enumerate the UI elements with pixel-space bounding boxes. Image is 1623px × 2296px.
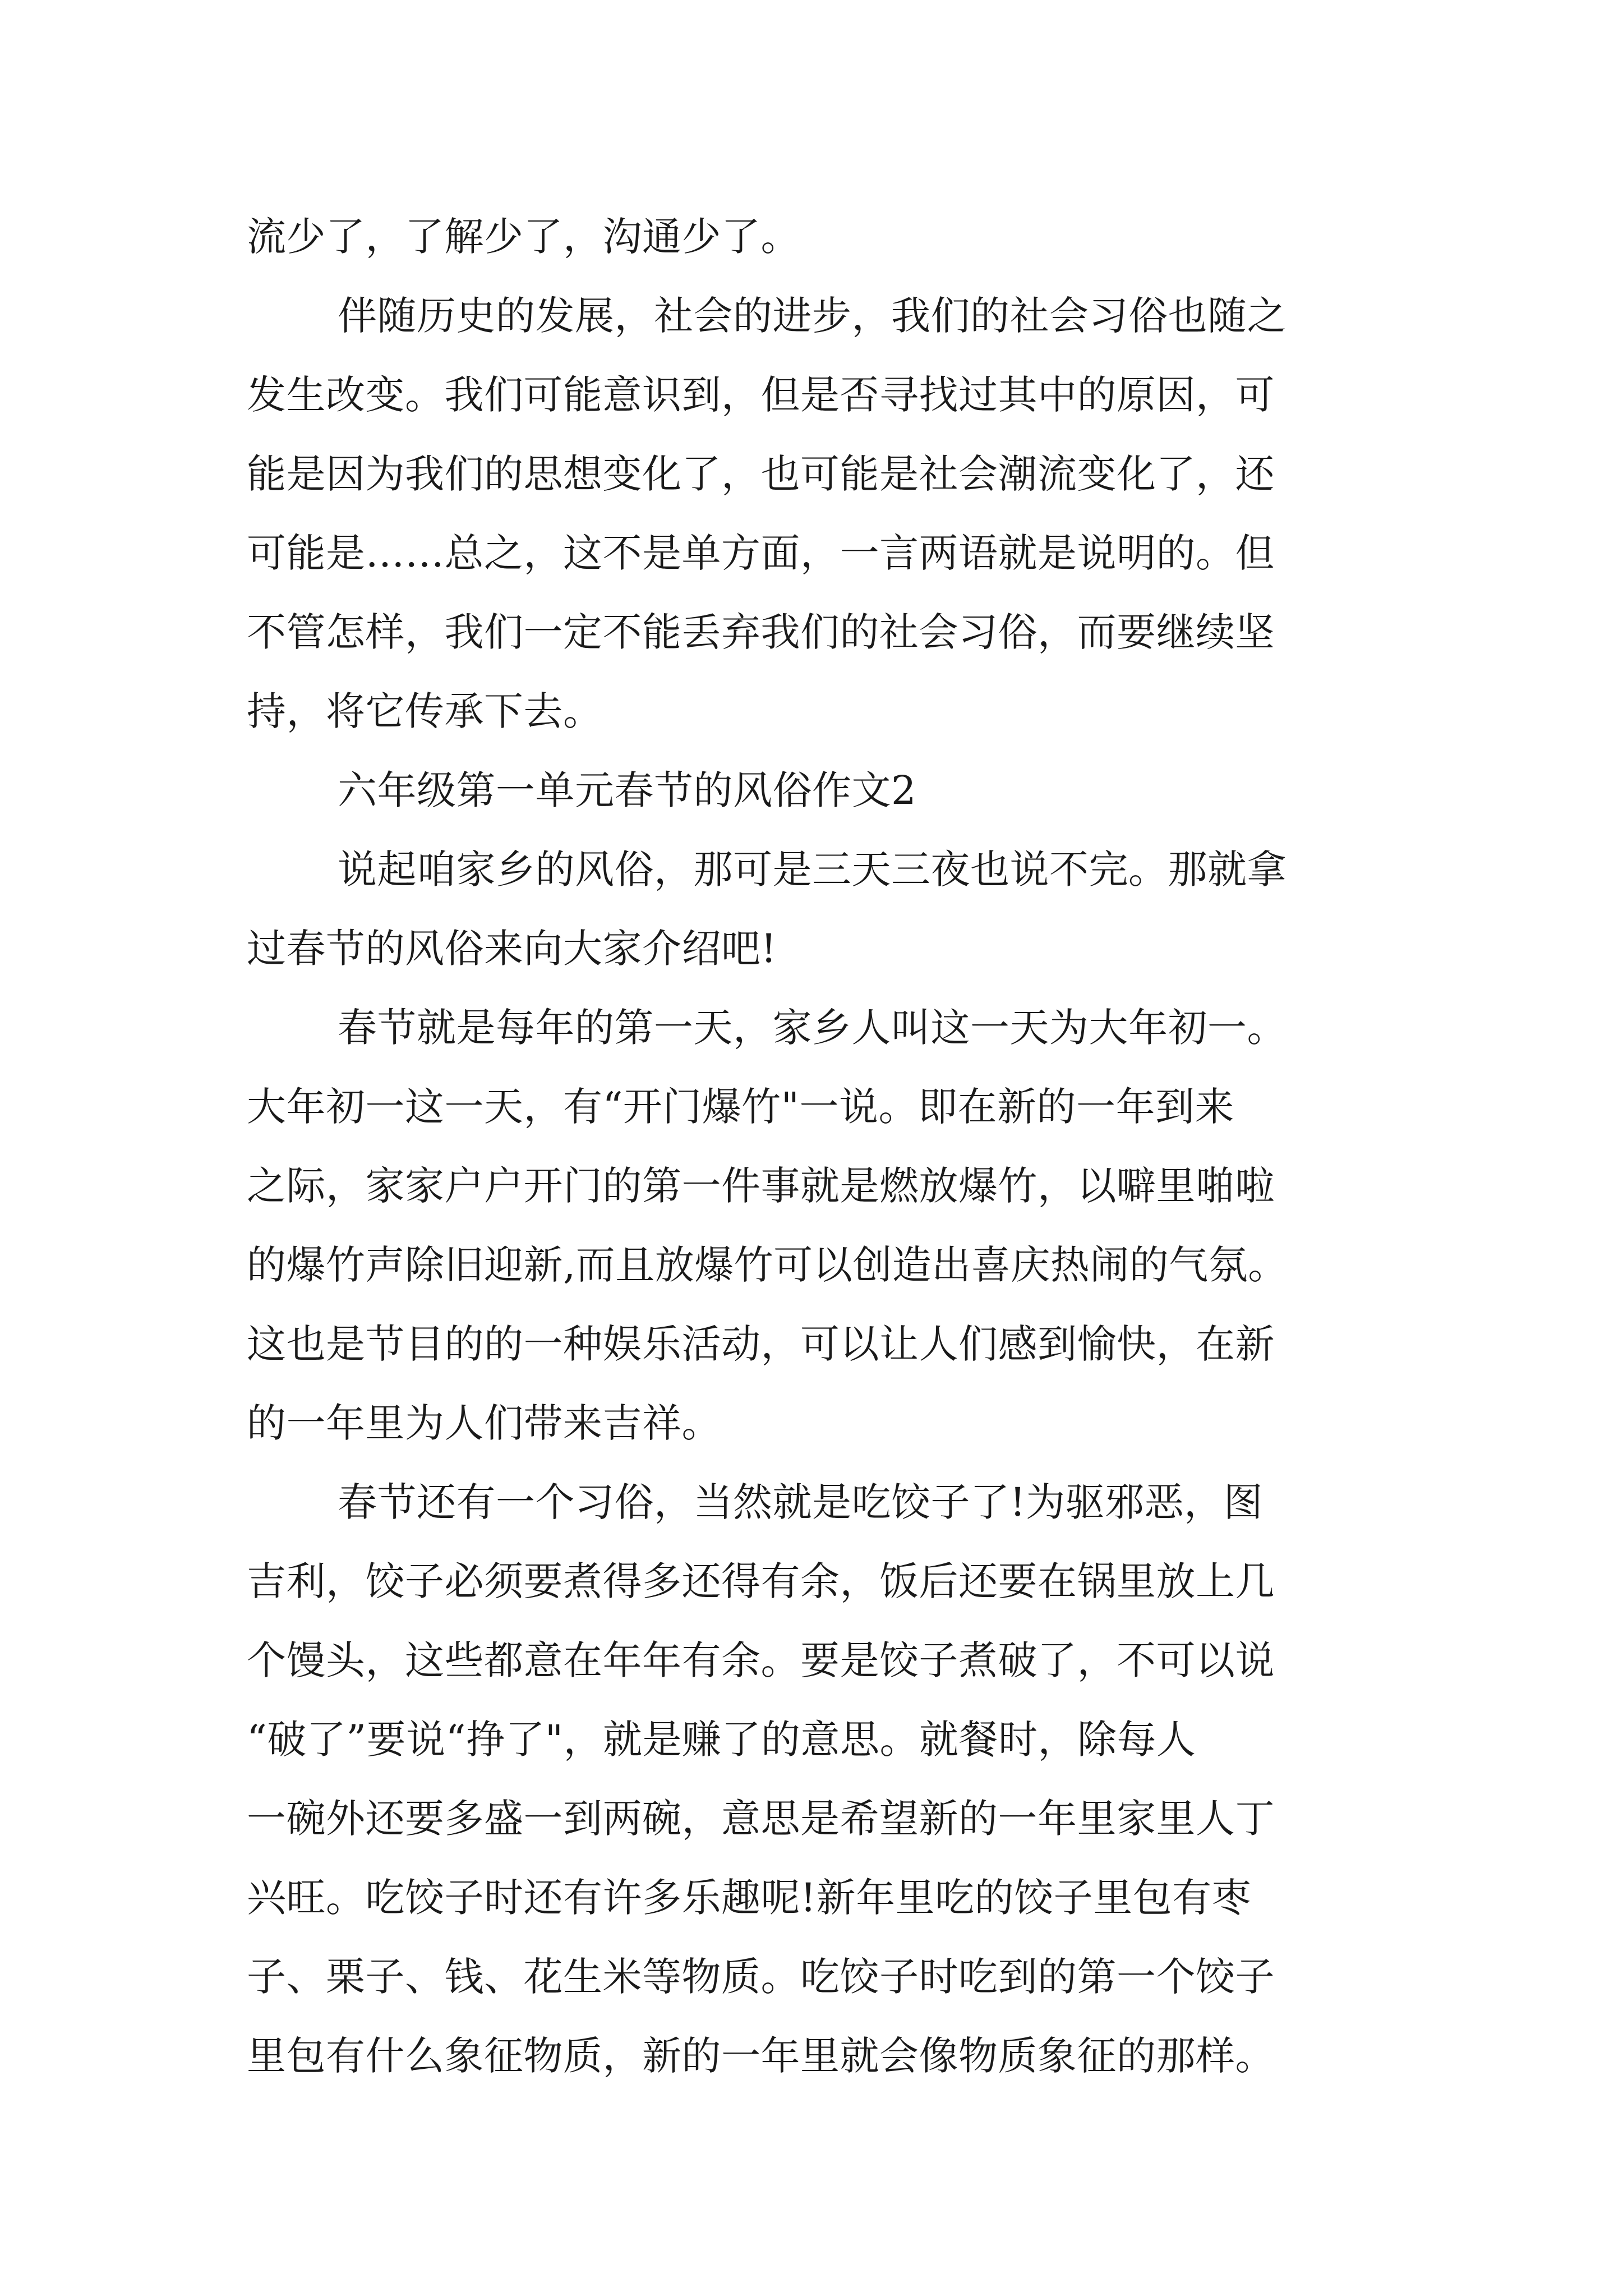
paragraph-start-line: 伴随历史的发展，社会的进步，我们的社会习俗也随之	[338, 293, 1287, 339]
text-line: 流少了，了解少了，沟通少了。	[247, 214, 800, 260]
text-line: 吉利，饺子必须要煮得多还得有余，饭后还要在锅里放上几	[247, 1558, 1275, 1604]
text-line: 持，将它传承下去。	[247, 688, 603, 734]
text-line: 的一年里为人们带来吉祥。	[247, 1400, 721, 1446]
text-line: 发生改变。我们可能意识到，但是否寻找过其中的原因，可	[247, 372, 1275, 418]
text-line: 子、栗子、钱、花生米等物质。吃饺子时吃到的第一个饺子	[247, 1954, 1275, 2000]
text-line: 的爆竹声除旧迎新,而且放爆竹可以创造出喜庆热闹的气氛。	[247, 1242, 1288, 1288]
text-line: 个馒头，这些都意在年年有余。要是饺子煮破了，不可以说	[247, 1637, 1275, 1683]
text-line: 里包有什么象征物质，新的一年里就会像物质象征的那样。	[247, 2033, 1275, 2079]
text-line: 这也是节目的的一种娱乐活动，可以让人们感到愉快，在新	[247, 1321, 1275, 1367]
text-line: 兴旺。吃饺子时还有许多乐趣呢!新年里吃的饺子里包有枣	[247, 1875, 1252, 1921]
document-body	[247, 197, 1402, 2096]
section-heading: 六年级第一单元春节的风俗作文2	[338, 767, 917, 813]
text-line: 一碗外还要多盛一到两碗，意思是希望新的一年里家里人丁	[247, 1796, 1275, 1842]
text-line: 之际，家家户户开门的第一件事就是燃放爆竹，以噼里啪啦	[247, 1163, 1275, 1209]
text-line: 可能是……总之，这不是单方面，一言两语就是说明的。但	[247, 530, 1275, 576]
paragraph-start-line: 春节还有一个习俗，当然就是吃饺子了!为驱邪恶，图	[338, 1479, 1264, 1525]
text-line: 过春节的风俗来向大家介绍吧!	[247, 926, 777, 972]
text-line: “破了”要说“挣了"，就是赚了的意思。就餐时，除每人	[247, 1717, 1196, 1763]
text-line: 能是因为我们的思想变化了，也可能是社会潮流变化了，还	[247, 451, 1275, 497]
text-line: 不管怎样，我们一定不能丢弃我们的社会习俗，而要继续坚	[247, 609, 1275, 655]
text-line: 大年初一这一天，有“开门爆竹"一说。即在新的一年到来	[247, 1084, 1234, 1130]
paragraph-start-line: 说起咱家乡的风俗，那可是三天三夜也说不完。那就拿	[338, 846, 1287, 892]
paragraph-start-line: 春节就是每年的第一天，家乡人叫这一天为大年初一。	[338, 1005, 1287, 1051]
